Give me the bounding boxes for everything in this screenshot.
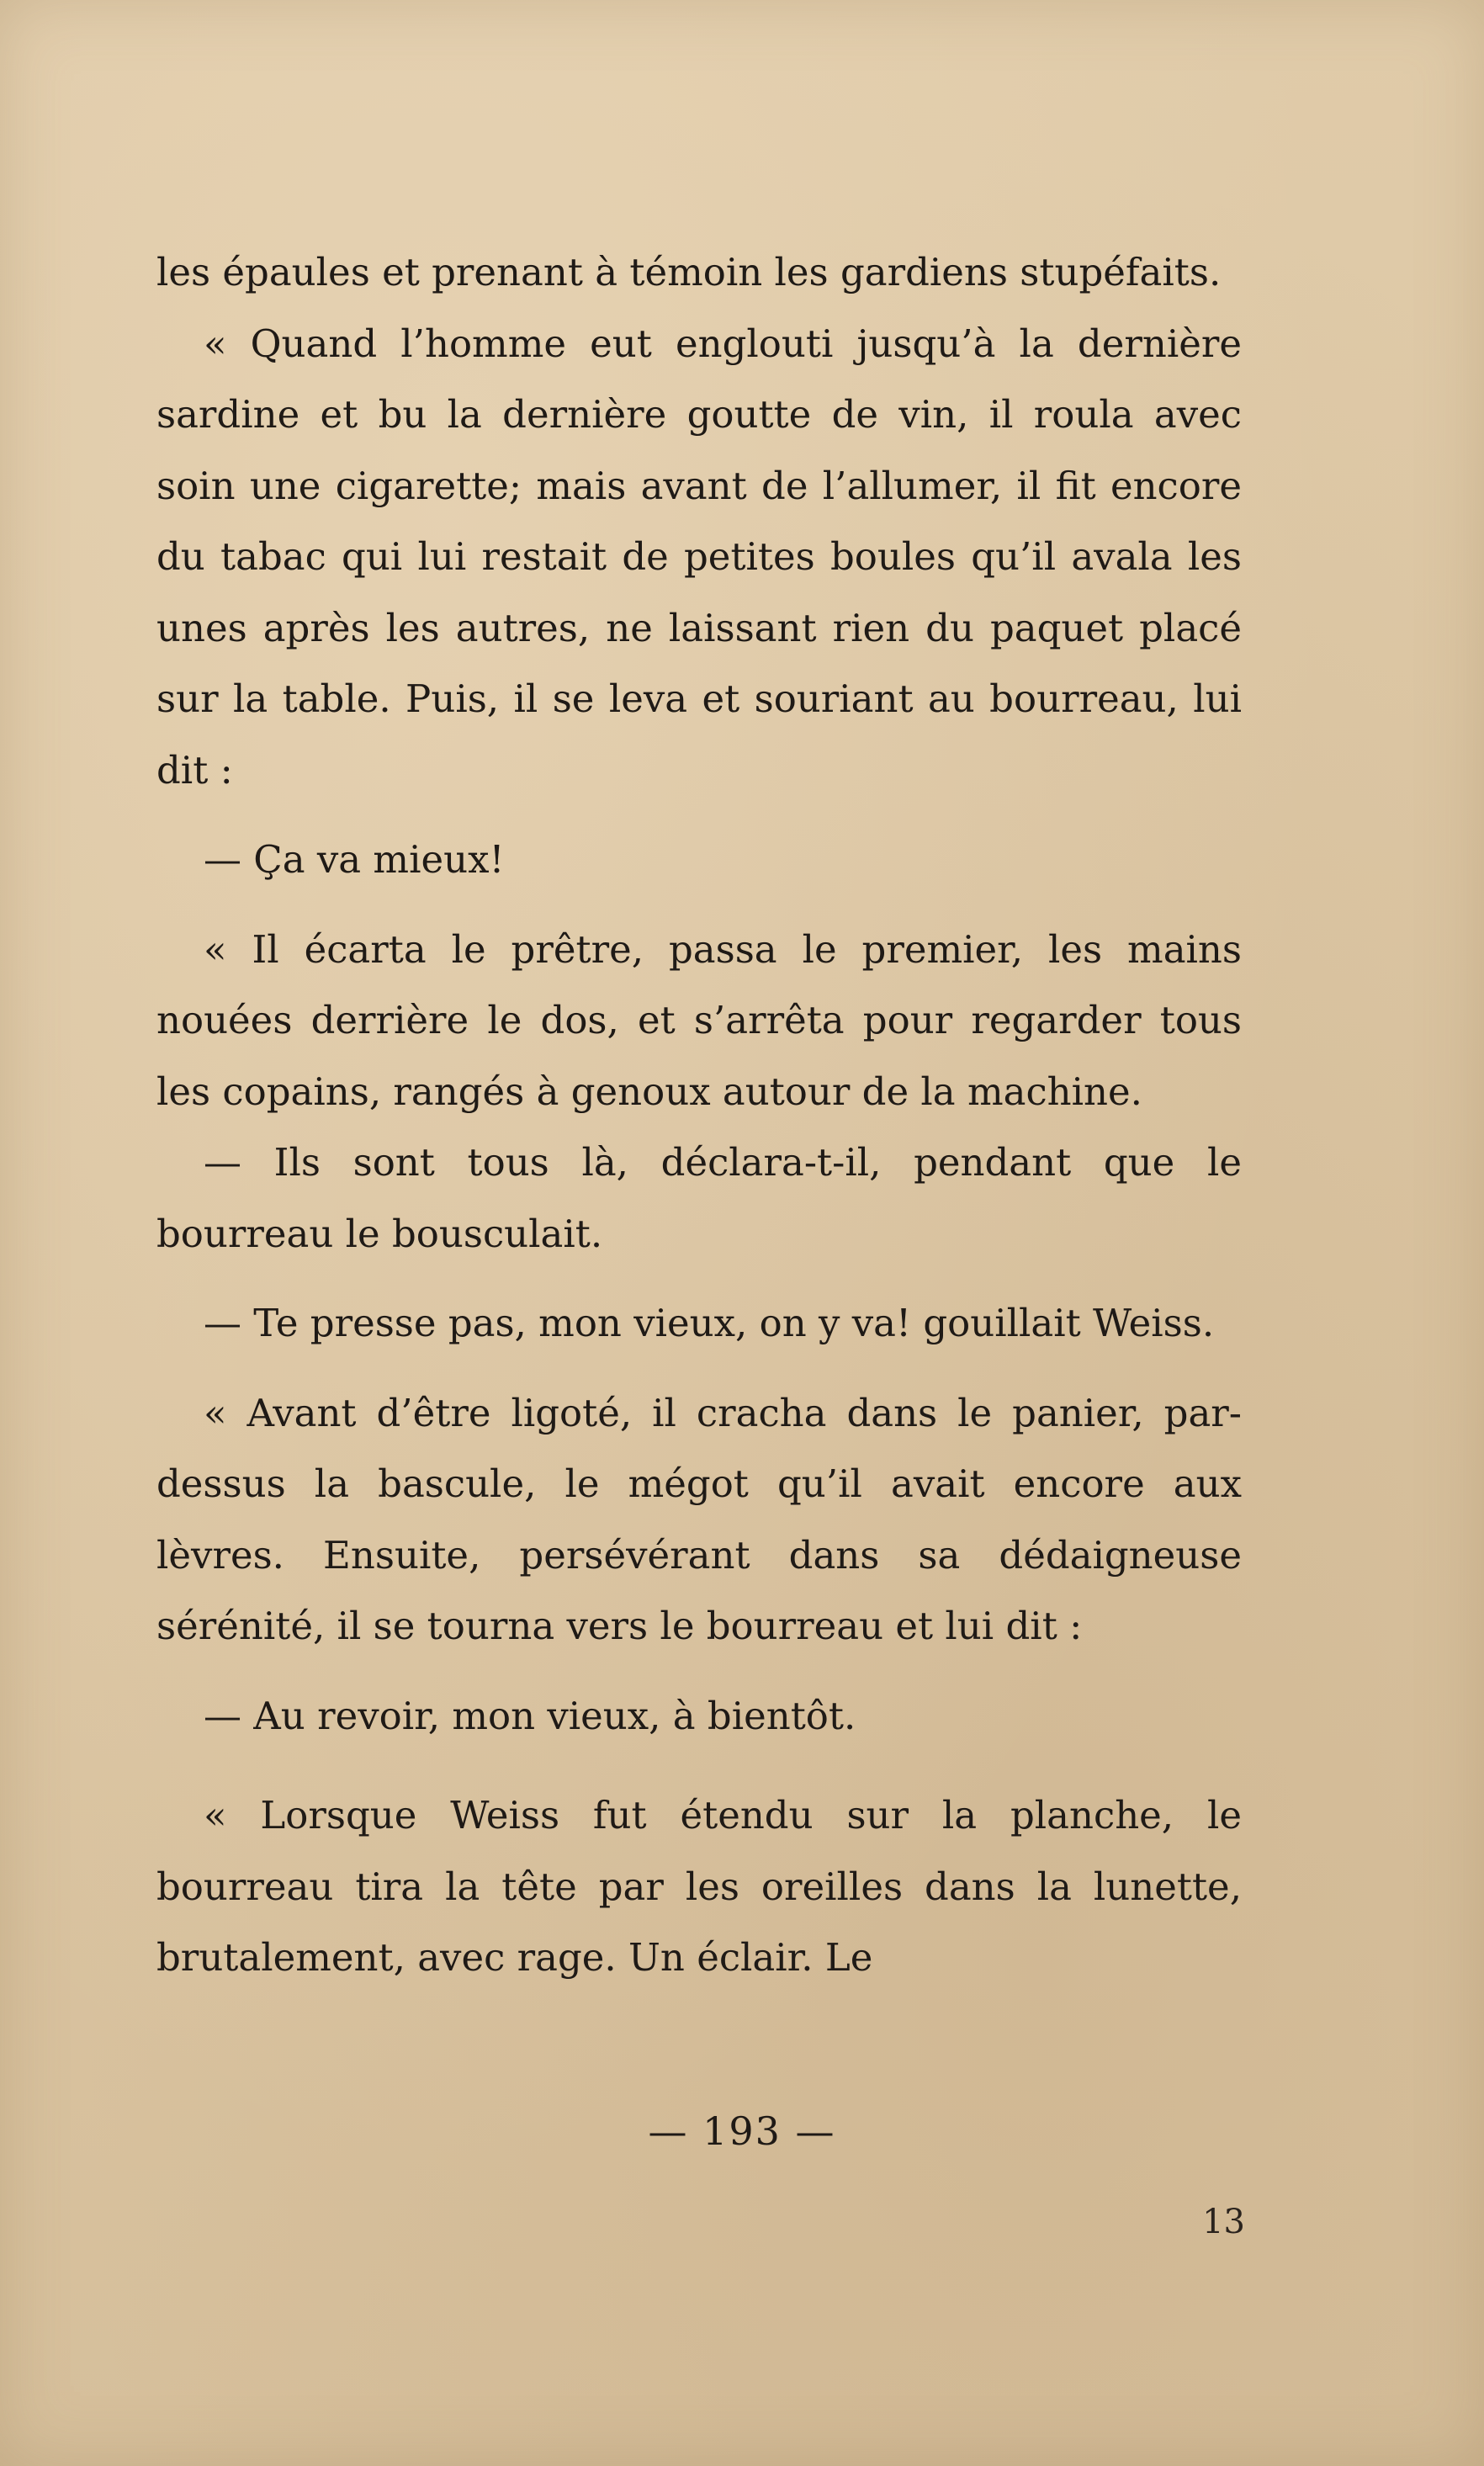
paragraph-2: « Quand l’homme eut englouti jusqu’à la dernière sardine et bu la dernière goutte de vin, il roula avec soin une cigarette; mais avant de l’allumer, il fit encore du tabac qui lui restait de petites boules qu’il avala les unes après les autres, ne laissant rien du paquet placé sur la table. Puis, il se leva et souriant au bourreau, lui dit : [156, 321, 1242, 793]
paragraph-9: « Lorsque Weiss fut étendu sur la planche, le bourreau tira la tête par les oreilles dans la lunette, brutalement, avec rage. Un éclair. Le [156, 1793, 1242, 1980]
paragraph-3: — Ça va mieux! [204, 837, 505, 882]
page-number: — 193 — [648, 2108, 836, 2154]
paragraph-7: « Avant d’être ligoté, il cracha dans le panier, par-dessus la bascule, le mégot qu’il avait encore aux lèvres. Ensuite, persévérant dans sa dédaigneuse sérénité, il se tourna vers le bourreau et lui dit : [156, 1390, 1242, 1648]
body-text [156, 237, 1242, 1994]
paragraph-4: « Il écarta le prêtre, passa le premier, les mains nouées derrière le dos, et s’arrêta pour regarder tous les copains, rangés à genoux autour de la machine. [156, 926, 1242, 1114]
paragraph-6: — Te presse pas, mon vieux, on y va! gouillait Weiss. [204, 1301, 1215, 1345]
signature-mark: 13 [1202, 2203, 1245, 2241]
paragraph-8: — Au revoir, mon vieux, à bientôt. [204, 1693, 856, 1738]
paragraph-5: — Ils sont tous là, déclara-t-il, pendant que le bourreau le bousculait. [156, 1140, 1242, 1256]
paragraph-1: les épaules et prenant à témoin les gardiens stupéfaits. [156, 250, 1222, 294]
